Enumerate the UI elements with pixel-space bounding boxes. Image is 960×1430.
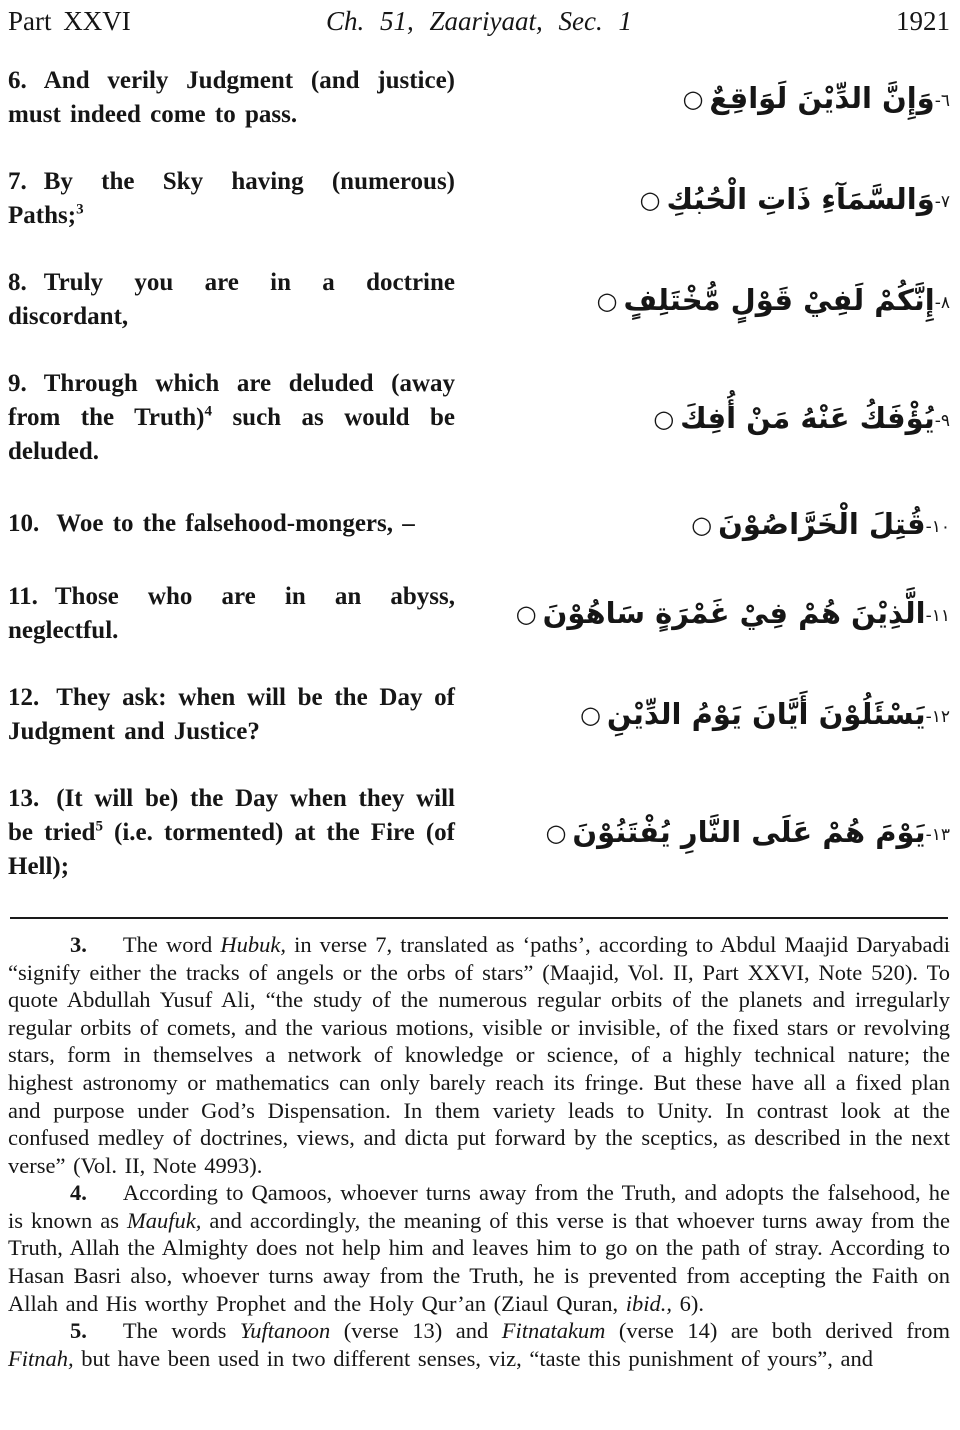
verse-english-text (8, 782, 455, 884)
verse-arabic-text (455, 177, 950, 222)
ayah-end-mark-icon: ○ (596, 286, 618, 315)
verse-text: (It will be) the Day when they will be tried$^5$ (i.e. tormented) at the Fire (of Hell); (8, 784, 455, 880)
verse-list (8, 64, 950, 884)
arabic-text: وَالسَّمَآءِ ذَاتِ الْحُبُكِ (666, 181, 935, 216)
ayah-end-mark-icon: ○ (545, 819, 567, 848)
ayah-end-mark-icon: ○ (515, 600, 537, 629)
verse-text: And verily Judgment (and justice) must indeed come to pass. (8, 67, 455, 128)
footnote (8, 1179, 950, 1317)
verse-english-text (8, 580, 455, 648)
verse-number-arabic: ١٢- (925, 707, 950, 728)
arabic-text: وَإِنَّ الدِّيْنَ لَوَاقِعٌ (709, 80, 935, 115)
arabic-text: يَسْئَلُوْنَ أَيَّانَ يَوْمُ الدِّيْنِ (606, 697, 926, 732)
ayah-end-mark-icon: ○ (579, 701, 601, 730)
verse-english-text (8, 64, 455, 132)
arabic-text: يُؤْفَكُ عَنْهُ مَنْ أُفِكَ (680, 400, 935, 435)
ayah-end-mark-icon: ○ (653, 404, 675, 433)
verse-row (8, 165, 950, 233)
chapter-title: Ch. 51, Zaariyaat, Sec. 1 (326, 6, 632, 36)
ayah-end-mark-icon: ○ (639, 185, 661, 214)
verse-row (8, 681, 950, 749)
part-label: Part XXVI (8, 6, 131, 36)
arabic-text: قُتِلَ الْخَرَّاصُوْنَ (718, 507, 926, 541)
verse-english-text (8, 165, 455, 233)
verse-number: 6. (8, 67, 27, 94)
verse-arabic-text (455, 502, 950, 547)
ayah-end-mark-icon: ○ (682, 84, 704, 113)
verse-arabic-text (455, 396, 950, 441)
verse-number: 11. (8, 582, 38, 610)
verse-number: 7. (8, 168, 27, 195)
arabic-text: يَوْمَ هُمْ عَلَى النَّارِ يُفْتَنُوْنَ (572, 815, 926, 850)
verse-english-text (8, 507, 455, 541)
verse-number: 8. (8, 269, 27, 296)
verse-number-arabic: ٩- (934, 410, 950, 431)
verse-number-arabic: ٧- (934, 191, 950, 212)
verse-row (8, 266, 950, 334)
footnote-section (8, 931, 950, 1373)
verse-row (8, 580, 950, 648)
verse-arabic-text (455, 692, 950, 737)
verse-number-arabic: ٨- (934, 292, 950, 313)
arabic-text: الَّذِيْنَ هُمْ فِيْ غَمْرَةٍ سَاهُوْنَ (542, 596, 926, 631)
verse-arabic-text (455, 76, 950, 121)
verse-number: 12. (8, 683, 40, 711)
verse-english-text (8, 681, 455, 749)
footnote (8, 931, 950, 1179)
verse-text: Truly you are in a doctrine discordant, (8, 269, 455, 330)
verse-arabic-text (455, 591, 950, 636)
footnote-number: 5. (70, 1318, 87, 1344)
verse-text: By the Sky having (numerous) Paths;$^3$ (8, 168, 455, 229)
verse-row (8, 367, 950, 469)
verse-number-arabic: ١٠- (925, 517, 950, 537)
arabic-text: إِنَّكُمْ لَفِيْ قَوْلٍ مُّخْتَلِفٍ (623, 282, 935, 317)
verse-text: They ask: when will be the Day of Judgment and Justice? (8, 683, 455, 745)
verse-number: 13. (8, 784, 40, 812)
verse-arabic-text (455, 278, 950, 323)
footnote-number: 3. (70, 931, 87, 957)
verse-row (8, 782, 950, 884)
page-number: 1921 (896, 6, 950, 36)
verse-number-arabic: ١٣- (925, 825, 950, 846)
footnote-divider (10, 917, 948, 919)
verse-number-arabic: ٦- (934, 90, 950, 111)
verse-number: 9. (8, 370, 27, 397)
verse-text: Woe to the falsehood-mongers, – (56, 510, 415, 538)
verse-arabic-text (455, 810, 950, 855)
page-header (8, 6, 950, 36)
footnote-text: The word Hubuk, in verse 7, translated as ‘paths’, according to Abdul Maajid Daryabadi “signify either the tracks of angels or the orbs of stars” (Maajid, Vol. II, Part XXVI, Note 520). To quote Abdullah Yusuf Ali, “the study of the numerous regular orbits of the planets and irregularly regular orbits of comets, and the various motions, visible or invisible, of the fixed stars or revolving stars, form in themselves a network of knowledge or science, of a highly technical nature; the highest astronomy or mathematics can only barely reach its fringe. But these have all a fixed plan and purpose under God’s Dispensation. In them variety leads to Unity. In contrast look at the confused medley of doctrines, views, and dicta put forward by the sceptics, as described in the next verse” (Vol. II, Note 4993). (8, 931, 950, 1178)
footnote-text: The words Yuftanoon (verse 13) and Fitnatakum (verse 14) are both derived from Fitnah, but have been used in two different senses, viz, “taste this punishment of yours”, and (8, 1318, 950, 1371)
verse-english-text (8, 367, 455, 469)
verse-row (8, 502, 950, 547)
verse-row (8, 64, 950, 132)
footnote (8, 1317, 950, 1372)
verse-number: 10. (8, 510, 40, 538)
verse-text: Those who are in an abyss, neglectful. (8, 582, 455, 644)
verse-text: Through which are deluded (away from the Truth)$^4$ such as would be deluded. (8, 370, 456, 465)
ayah-end-mark-icon: ○ (691, 511, 713, 539)
verse-english-text (8, 266, 455, 334)
footnote-text: According to Qamoos, whoever turns away from the Truth, and adopts the falsehood, he is known as Maufuk, and accordingly, the meaning of this verse is that whoever turns away from the Truth, Allah the Almighty does not help him and leaves him to go on the path of stray. According to Hasan Basri also, whoever turns away from the Truth, he is prevented from accepting the Faith on Allah and His worthy Prophet and the Holy Qur’an (Ziaul Quran, ibid., 6). (8, 1180, 951, 1316)
footnote-number: 4. (70, 1180, 87, 1206)
verse-number-arabic: ١١- (925, 606, 950, 627)
